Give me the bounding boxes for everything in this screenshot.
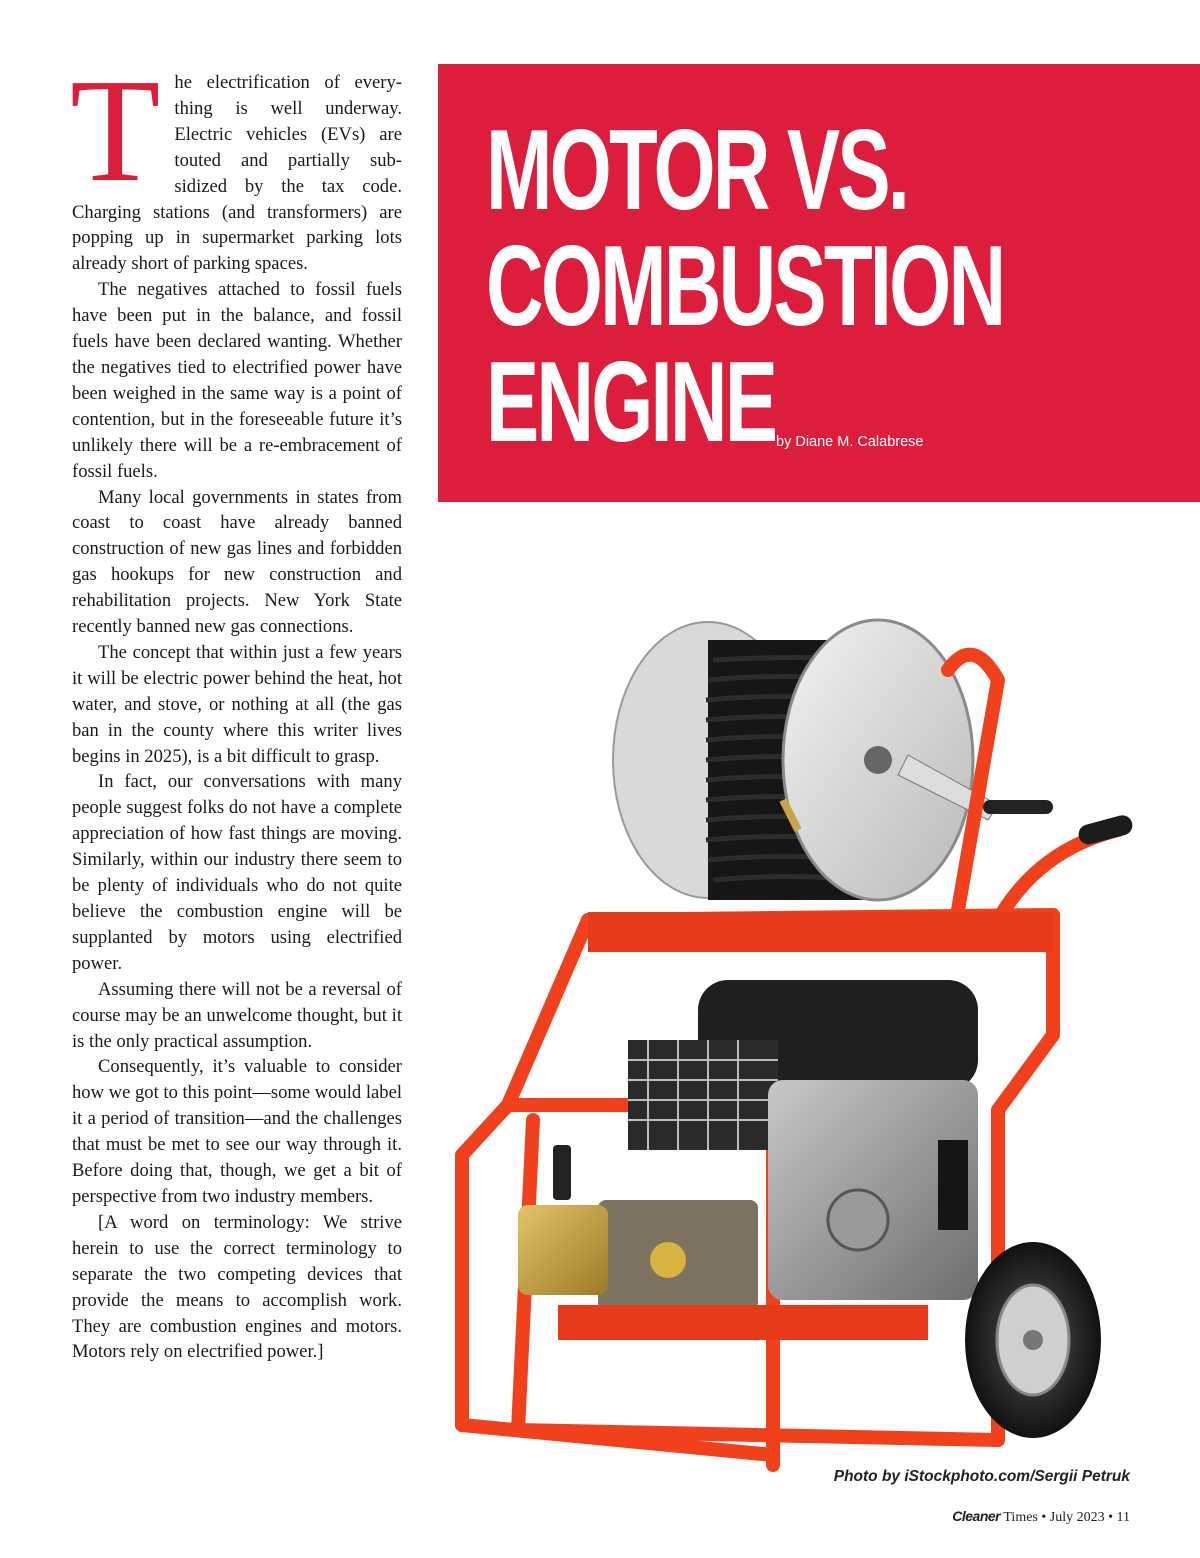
drop-cap: T: [70, 49, 161, 213]
frame-tray: [588, 912, 1053, 952]
article-paragraph: Assuming there will not be a reversal of course may be an unwelcome thought, but it is the only practical assumption.: [72, 978, 402, 1052]
footer-issue: Times • July 2023 • 11: [1000, 1510, 1130, 1525]
article-paragraph: Many local governments in states from coast to coast have already banned construction of new gas lines and forbidden gas hookups for new construction and rehabilitation projects. New York State recently banned new gas connections.: [72, 486, 402, 638]
title-banner: [438, 64, 1200, 502]
headline-line-2: COMBUSTION: [486, 223, 1004, 350]
brass-manifold: [518, 1205, 608, 1295]
article-paragraph: Consequently, it’s valuable to consider how we got to this point—some would label it a period of transition—and the challenges that must be met to see our way through it. Before doing that, though, we get a bit of perspective from two industry members.: [72, 1056, 403, 1207]
photo-credit: Photo by iStockphoto.com/Sergii Petruk: [833, 1468, 1130, 1485]
article-paragraph: he electrification of everything is well underway. Electric vehicles (EVs) are touted and partially subsidized by the tax code. Charging stations (and transformers) are popping up in supermarket parking lots already short of parking spaces.: [72, 72, 402, 275]
pressure-washer-photo: [438, 560, 1200, 1490]
footer-brand: Cleaner: [952, 1508, 1001, 1524]
article-paragraph: [A word on terminology: We strive herein to use the correct terminology to separate the two competing devices that provide the means to accomplish work. They are combustion engines and motors. Motors rely on electrified power.]: [72, 1211, 402, 1363]
article-paragraph: The negatives attached to fossil fuels have been put in the balance, and fossil fuels have been declared wanting. Whether the negatives tied to electrified power have been weighed in the same way is a point of contention, but in the foreseeable future it’s unlikely there will be a re-embracement of fossil fuels.: [72, 279, 402, 482]
byline: by Diane M. Calabrese: [776, 434, 924, 450]
headline-line-1: MOTOR VS.: [486, 107, 908, 234]
headline-line-3: ENGINE: [486, 339, 776, 466]
page-footer: [952, 1508, 1130, 1526]
article-paragraph: The concept that within just a few years it will be electric power behind the heat, hot water, and stove, or nothing at all (the gas ban in the county where this writer lives begins in 2025), is a bit difficult to grasp.: [72, 641, 402, 767]
article-body: [70, 49, 403, 1365]
article-paragraph: In fact, our conversations with many people suggest folks do not have a complete appreciation of how fast things are moving. Similarly, within our industry there seem to be plenty of individuals who do not quite believe the combustion engine will be supplanted by motors using electrified power.: [72, 771, 402, 974]
